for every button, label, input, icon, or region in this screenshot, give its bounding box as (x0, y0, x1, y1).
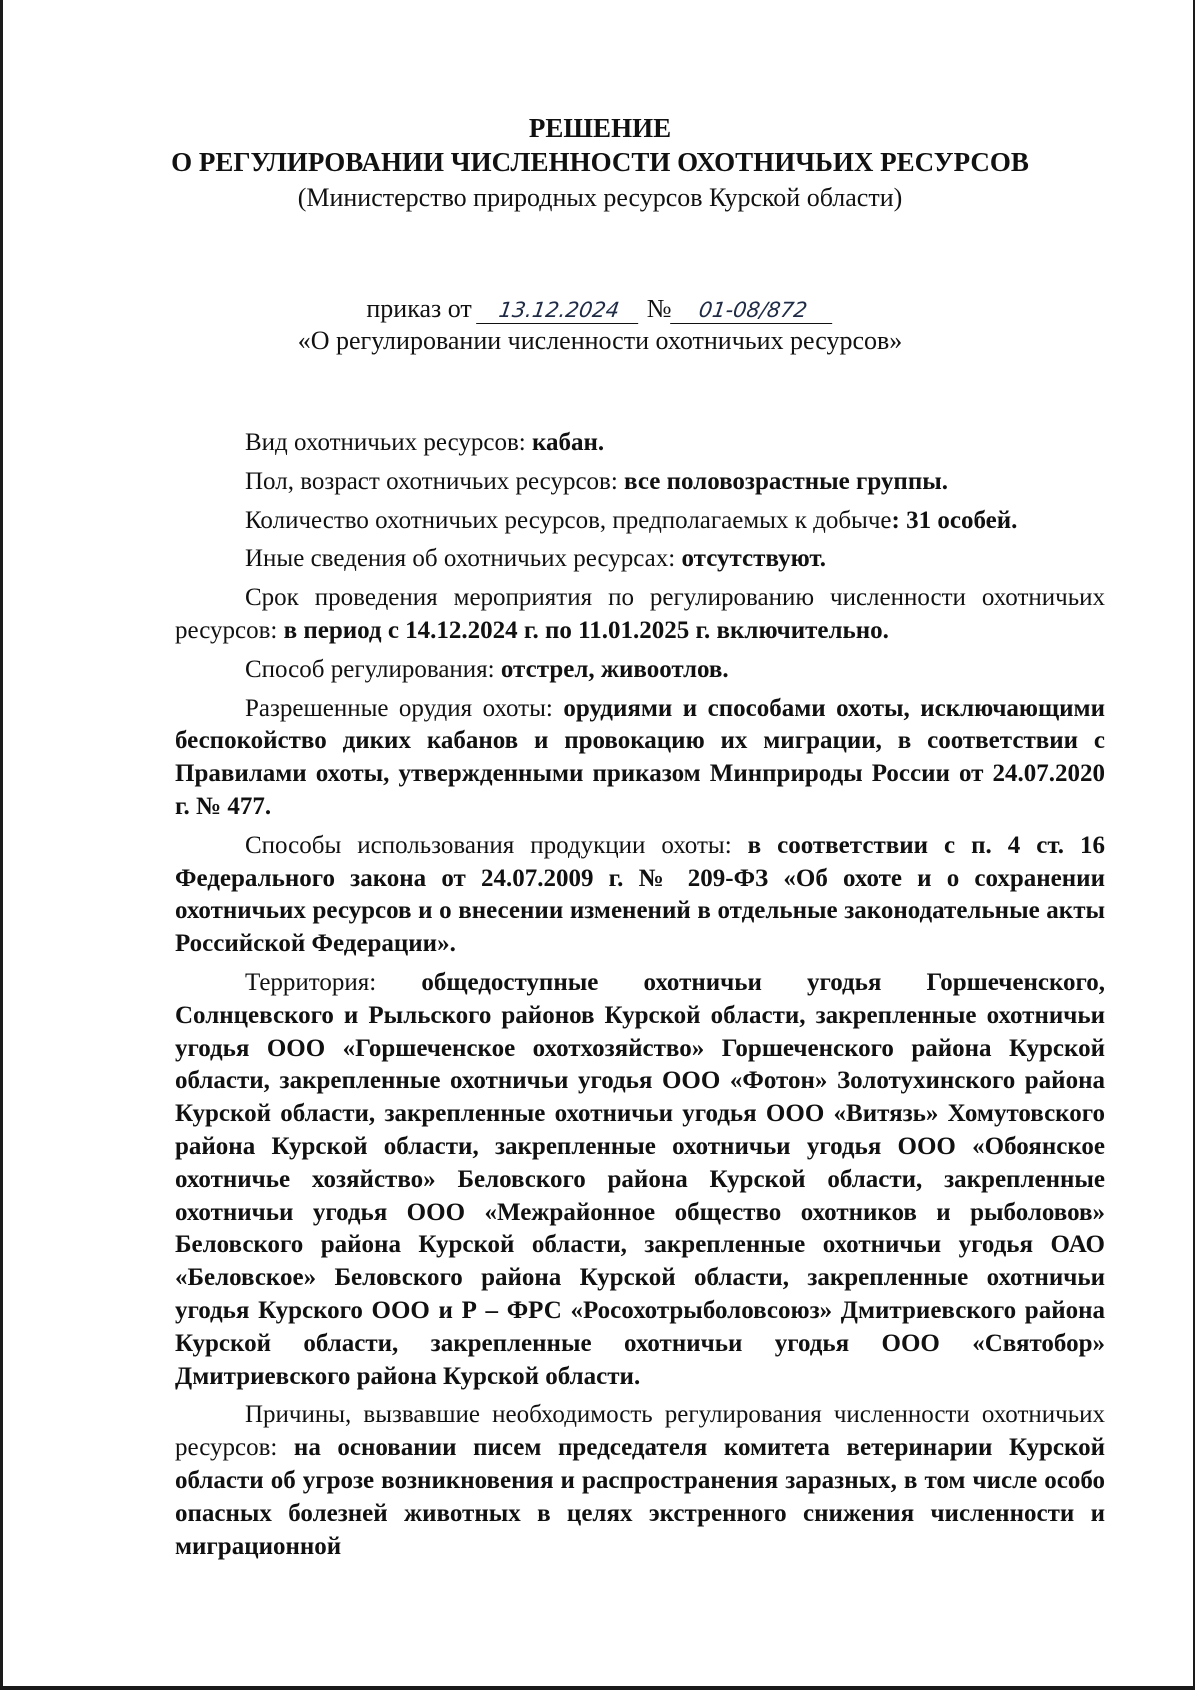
order-number-label: № (646, 294, 672, 323)
scan-bottom-edge (0, 1686, 1195, 1690)
paragraph-other-info: Иные сведения об охотничьих ресурсах: отсутствуют. (245, 545, 827, 573)
handwritten-order-number: 01-08/872 (670, 297, 836, 324)
document-title-subject: О РЕГУЛИРОВАНИИ ЧИСЛЕННОСТИ ОХОТНИЧЬИХ РЕСУРСОВ (171, 147, 1029, 177)
order-prefix: приказ от (366, 294, 472, 323)
handwritten-order-date: 13.12.2024 (476, 297, 642, 324)
paragraph-territory: Территория: общедоступные охотничьи угодья Горшеченского, Солнцевского и Рыльского районов Курской области, закрепленные охотничьи угодья ООО «Горшеченское охотхозяйство» Горшеченского района Курской области, закрепленные охотничьи угодья ООО «Фотон» Золотухинского района Курской области, закрепленные охотничьи угодья ООО «Витязь» Хомутовского района Курской области, закрепленные охотничьи угодья ООО «Обоянское охотничье хозяйство» Беловского района Курской области, закрепленные охотничьи угодья ООО «Межрайонное общество охотников и рыболовов» Беловского района Курской области, закрепленные охотничьи угодья ОАО «Беловское» Беловского района Курской области, закрепленные охотничьи угодья Курского ООО и Р – ФРС «Росохотрыболовсоюз» Дмитриевского района Курской области, закрепленные охотничьи угодья ООО «Святобор» Дмитриевского района Курской области. (175, 968, 1105, 1390)
paragraph-period: Срок проведения мероприятия по регулированию численности охотничьих ресурсов: в период с 14.12.2024 г. по 11.01.2025 г. включительно. (175, 584, 1105, 644)
paragraph-tools: Разрешенные орудия охоты: орудиями и способами охоты, исключающими беспокойство диких кабанов и провокацию их миграции, в соответствии с Правилами охоты, утвержденными приказом Минприроды России от 24.07.2020 г. № 477. (175, 694, 1105, 820)
paragraph-quantity: Количество охотничьих ресурсов, предполагаемых к добыче: 31 особей. (245, 506, 1018, 534)
paragraph-products: Способы использования продукции охоты: в соответствии с п. 4 ст. 16 Федерального закона от 24.07.2009 г. № 209-ФЗ «Об охоте и о сохранении охотничьих ресурсов и о внесении изменений в отдельные законодательные акты Российской Федерации». (175, 831, 1105, 958)
paragraph-reasons: Причины, вызвавшие необходимость регулирования численности охотничьих ресурсов: на основании писем председателя комитета ветеринарии Курской области об угрозе возникновения и распространения заразных, в том числе особо опасных болезней животных в целях экстренного снижения численности и миграционной (175, 1401, 1105, 1560)
issuing-authority: (Министерство природных ресурсов Курской области) (297, 183, 903, 212)
order-reference (0, 291, 1200, 327)
paragraph-species: Вид охотничьих ресурсов: кабан. (245, 429, 605, 456)
decision-body (175, 427, 1105, 1563)
paragraph-method: Способ регулирования: отстрел, живоотлов. (245, 655, 729, 683)
document-title: РЕШЕНИЕ (528, 113, 672, 143)
scan-right-edge (1193, 0, 1195, 1690)
order-title: «О регулировании численности охотничьих ресурсов» (297, 326, 903, 355)
scan-left-edge (0, 0, 3, 1690)
paragraph-sex-age: Пол, возраст охотничьих ресурсов: все половозрастные группы. (245, 467, 949, 495)
